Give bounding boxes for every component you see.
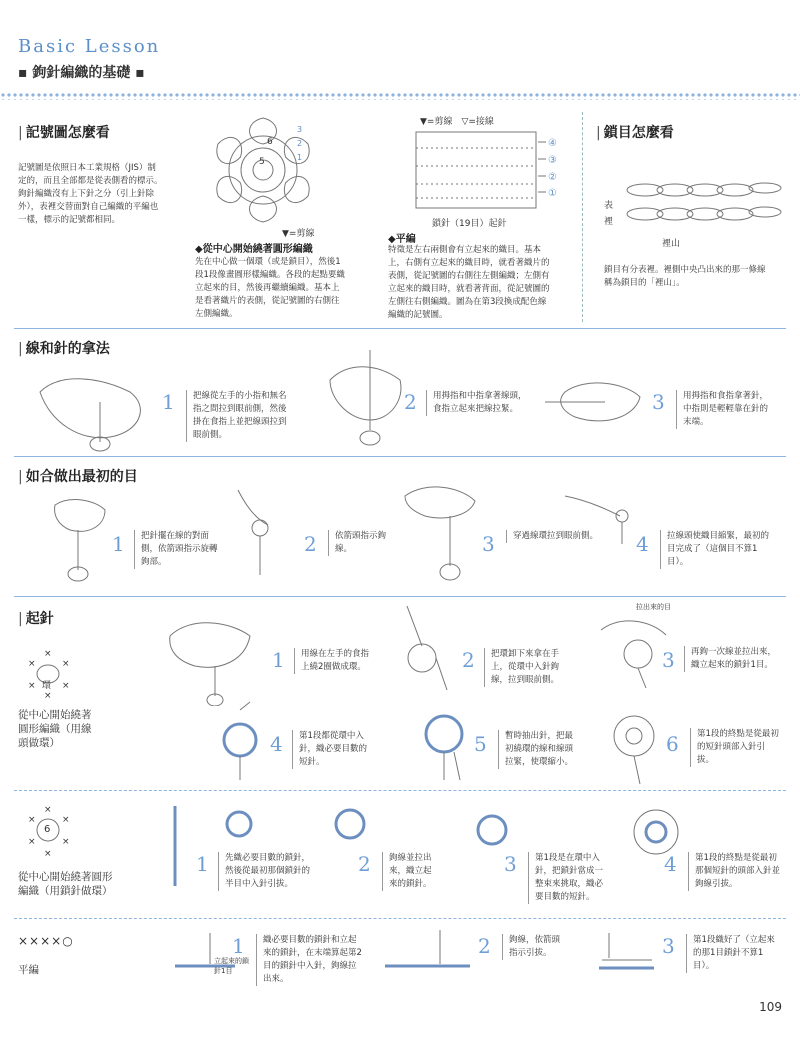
svg-text:×: × [44, 649, 52, 659]
dotted-divider [0, 92, 800, 100]
circle-num-5: 5 [259, 157, 265, 167]
circle-num-1: 1 [297, 153, 303, 162]
flat-step-1-text: 織必要目數的鎖針和立起 來的鎖針，在末端算起第2 目的鎖針中入針，鉤線拉 出來。 [256, 934, 383, 986]
ring-step-4-text: 第1段都從環中入 針，織必要目數的 短針。 [292, 730, 394, 769]
ring-illustration-1 [160, 606, 260, 706]
holding-hand-illustration-2 [320, 340, 410, 450]
flat-step-2-num: 2 [478, 934, 491, 958]
svg-text:×: × [44, 805, 52, 815]
holding-step-1-num: 1 [162, 390, 175, 414]
holding-hand-illustration-1 [30, 362, 160, 452]
chain-step-1-num: 1 [196, 852, 209, 876]
flat-illustration-3 [594, 928, 664, 978]
ring-step-3-text: 再鉤一次線並拉出來， 織立起來的鎖針1目。 [684, 646, 799, 672]
flat-step-2-text: 鉤線，依箭頭 指示引拔。 [502, 934, 599, 960]
chain-illustration-3 [462, 800, 522, 856]
chain-yama-label: 裡山 [662, 239, 681, 249]
first-step-2-num: 2 [304, 532, 317, 556]
ring-illustration-5 [410, 700, 480, 780]
first-step-2-text: 依箭頭指示鉤 線。 [328, 530, 415, 556]
first-step-1-num: 1 [112, 532, 125, 556]
circle-num-2: 2 [297, 139, 303, 148]
first-step-4-text: 拉線頭使織目縮緊，最初的 目完成了（這個目不算1 目）。 [660, 530, 787, 569]
chain-step-1-text: 先織必要目數的鎖針， 然後從最初那個鎖針的 半目中入針引拔。 [218, 852, 340, 891]
chain-illustration-1 [150, 796, 200, 896]
ring-step-3-note: 拉出來的目 [636, 603, 671, 611]
circle-body: 先在中心做一個環（或是鎖目），然後1 段1段像畫圓形樣編織。各段的起點要織 立起來的目，然後再繼續編織。基本上 是看著織片的表側，從記號圖的右側往 左側編織。 [195, 257, 345, 319]
holding-step-2-text: 用拇指和中指拿著線頭， 食指立起來把線拉緊。 [426, 390, 553, 416]
divider-5 [14, 918, 786, 919]
divider-2 [14, 456, 786, 457]
symbols-body: 記號圖是依照日本工業規格（JIS）制 定的，而且全部都是從表側看的標示。 鉤針編織沒有上下針之分（引上針除 外），表裡交替面對自己編織的平編也 一樣，標示的記號都相同。 [18, 163, 163, 225]
holding-step-3-num: 3 [652, 390, 665, 414]
flat-step-1-note: 立起來的鎖針1目 [214, 957, 249, 975]
flat-illustration-2 [380, 926, 480, 978]
header-english-title: Basic Lesson [18, 36, 161, 57]
start-section-title: | 起針 [18, 608, 54, 628]
chain-step-3-num: 3 [504, 852, 517, 876]
ring-illustration-2 [392, 606, 462, 690]
circle-legend: ▼=剪線 [282, 229, 315, 239]
ring-step-3-num: 3 [662, 648, 675, 672]
flat-row-1: ① [548, 188, 557, 199]
svg-text:×: × [28, 681, 36, 691]
flat-row-2: ② [548, 172, 557, 183]
divider-1 [14, 328, 786, 329]
svg-text:×: × [62, 837, 70, 847]
chain-front-label: 表 [604, 201, 614, 211]
divider-3 [14, 596, 786, 597]
ring-step-1-text: 用線在左手的食指 上繞2圈做成環。 [294, 648, 401, 674]
first-step-1-text: 把針擺在線的對面 側，依箭頭指示旋轉 鉤部。 [134, 530, 241, 569]
ring-step-1-num: 1 [272, 648, 285, 672]
divider-4 [14, 790, 786, 791]
chain-illustration-1b [214, 800, 264, 846]
ring-step-6-text: 第1段的終點是從最初 的短針頭部入針引 拔。 [690, 728, 797, 767]
flat-chain-label: 鎖針（19目）起針 [432, 219, 507, 229]
first-section-title: | 如合做出最初的目 [18, 466, 138, 486]
chain-ring-number: 6 [44, 824, 51, 835]
circle-num-6: 6 [267, 137, 273, 147]
svg-text:×: × [28, 659, 36, 669]
svg-text:×: × [44, 849, 52, 859]
flat-row-4: ④ [548, 138, 557, 149]
ring-symbol-icon [18, 646, 78, 702]
chain-body: 鎖目有分表裡。裡側中央凸出來的那一條線 稱為鎖目的「裡山」。 [604, 265, 766, 288]
first-illustration-2 [218, 480, 298, 580]
circle-num-3: 3 [297, 125, 303, 134]
ring-step-5-text: 暫時抽出針，把最 初繞環的線和線頭 拉緊，使環縮小。 [498, 730, 600, 769]
ring-step-2-text: 把環卸下來拿在手 上，從環中入針鉤 線，拉到眼前側。 [484, 648, 591, 687]
flat-body: 特徵是左右兩側會有立起來的織目。基本 上，右側有立起來的織目時，就看著織片的 表側，從記號圖的右側往左側編織；左側有 立起來的織目時，就看著背面，從記號圖的 左側往右側編織。圖為在第3段換成配色線 編織的記號圖。 [388, 245, 550, 320]
flat-caption: 平編 [18, 964, 39, 976]
svg-text:×: × [62, 681, 70, 691]
chain-ring-caption: 從中心開始繞著圓形 編織（用鎖針做環） [18, 871, 113, 897]
ring-step-5-num: 5 [474, 732, 487, 756]
ring-symbol-label: 環 [42, 681, 52, 691]
svg-text:×: × [28, 837, 36, 847]
chain-step-2-text: 鉤線並拉出 來，織立起 來的鎖針。 [382, 852, 461, 891]
flat-step-1-num: 1 [232, 934, 245, 958]
chain-step-2-num: 2 [358, 852, 371, 876]
first-step-3-text: 穿過線環拉到眼前側。 [506, 530, 613, 543]
ring-step-4-num: 4 [270, 732, 283, 756]
chain-back-label: 裡 [604, 217, 614, 227]
holding-step-2-num: 2 [404, 390, 417, 414]
ring-illustration-4 [210, 700, 270, 780]
chain-step-3-text: 第1段是在環中入 針，把鎖針當成一 整束來挑取，織必 要目數的短針。 [528, 852, 630, 904]
holding-hand-illustration-3 [545, 372, 645, 432]
holding-step-1-text: 把線從左手的小指和無名 指之間拉到眼前側，然後 掛在食指上並把線頭拉到 眼前側。 [186, 390, 318, 442]
circle-chart-diagram [205, 112, 325, 230]
circle-subtitle: ◆從中心開始繞著圓形編織 [195, 244, 313, 255]
chain-section-title: | 鎖目怎麼看 [596, 122, 674, 142]
chain-step-4-num: 4 [664, 852, 677, 876]
first-illustration-4 [560, 486, 640, 546]
flat-legend: ▼=剪線 ▽=接線 [420, 117, 494, 127]
ring-illustration-3 [596, 610, 672, 690]
svg-text:×: × [28, 815, 36, 825]
chain-illustration-4 [620, 796, 690, 866]
first-illustration-1 [50, 490, 110, 585]
ring-step-2-num: 2 [462, 648, 475, 672]
ring-illustration-6 [600, 696, 670, 786]
svg-text:×: × [62, 815, 70, 825]
holding-section-title: | 線和針的拿法 [18, 338, 110, 358]
flat-symbol-icon: ××××○ [18, 934, 74, 948]
ring-step-6-num: 6 [666, 732, 679, 756]
first-illustration-3 [400, 476, 480, 586]
ring-caption: 從中心開始繞著 圓形編織（用線 頭做環） [18, 709, 92, 749]
symbols-section-title: | 記號圖怎麼看 [18, 122, 110, 142]
header-chinese-title: ▪ 鉤針編織的基礎 ▪ [18, 65, 145, 81]
flat-step-3-text: 第1段織好了（立起來 的那1目鎖針不算1 目）。 [686, 934, 797, 973]
holding-step-3-text: 用拇指和食指拿著針， 中指則是輕輕靠在針的 末端。 [676, 390, 793, 429]
svg-text:×: × [62, 659, 70, 669]
first-step-4-num: 4 [636, 532, 649, 556]
chain-diagram [620, 176, 790, 236]
first-step-3-num: 3 [482, 532, 495, 556]
chain-illustration-2 [320, 796, 380, 852]
page-number: 109 [759, 1000, 782, 1014]
flat-chart-diagram [408, 126, 578, 218]
chain-section-divider [582, 112, 583, 322]
flat-subtitle: ◆平編 [388, 234, 416, 245]
flat-step-3-num: 3 [662, 934, 675, 958]
chain-step-4-text: 第1段的終點是從最初 那個短針的頭部入針並 鉤線引拔。 [688, 852, 799, 891]
flat-row-3: ③ [548, 155, 557, 166]
svg-text:×: × [44, 691, 52, 701]
